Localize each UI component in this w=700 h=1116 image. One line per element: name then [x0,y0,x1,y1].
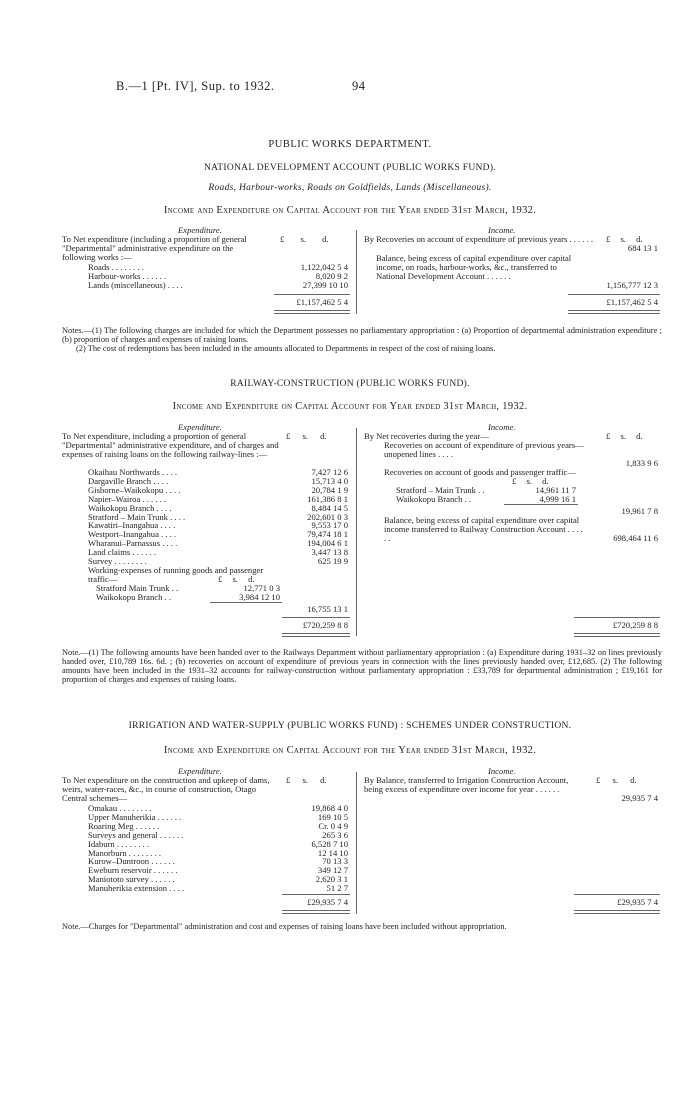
exp-row-amount: 349 12 7 [317,865,348,876]
s1-inc-total: £1,157,462 5 4 [606,297,658,307]
s2-inc-intro: By Net recoveries during the year— [364,431,489,441]
s1-title: NATIONAL DEVELOPMENT ACCOUNT (PUBLIC WORKS FUND). [204,163,496,173]
s2-working-col: £ s. d. [218,574,255,584]
exp-row-label: Maniototo survey . . . . . . [88,874,175,885]
exp-row-amount: 3,447 13 8 [311,547,348,558]
exp-row-label: Idaburn . . . . . . . . [88,838,150,849]
s2-inc-sub-label: Waikokopu Branch . . [396,494,471,504]
s2-inc-item3: Balance, being excess of capital expenditure over capital income transferred to Railway Construction Account . . . . . . [384,515,583,544]
s1-exp-amount: 1,122,042 5 4 [300,262,348,272]
s1-inc-col-head: £ s. d. [606,234,643,244]
s2-inc-col-head: £ s. d. [606,431,643,441]
s3-inc-item1: By Balance, transferred to Irrigation Construction Account, being excess of expenditure over income for year . . . . . . [364,775,569,795]
exp-row-amount: 51 2 7 [326,883,348,894]
s2-inc-sub-amount: 14,961 11 7 [535,485,576,495]
s1-expenditure-head: Expenditure. [178,225,222,235]
exp-row-amount: 2,620 3 1 [315,874,348,885]
s2-working-label: Stratford Main Trunk . . [96,583,179,593]
s3-inc-col-head: £ s. d. [596,775,637,785]
exp-row-label: Westport–Inangahua . . . . [88,529,177,540]
s3-divider [356,772,357,914]
exp-row-amount: 169 10 5 [317,811,348,822]
s1-exp-label: Harbour-works . . . . . . [88,271,167,281]
s3-exp-intro: To Net expenditure on the construction and upkeep of dams, weirs, water-races, &c., in course of construction, Otago Central schemes— [62,775,270,804]
s2-inc-sub-total: 19,961 7 8 [621,506,658,516]
exp-row-amount: 12 14 10 [317,847,348,858]
s1-inc-item1: By Recoveries on account of expenditure of previous years . . . . . . [364,234,594,244]
s1-exp-label: Lands (miscellaneous) . . . . [88,280,183,290]
s1-exp-amount: 27,399 10 10 [302,280,348,290]
exp-row-amount: 202,601 0 3 [307,511,348,522]
s3-inc-rule [574,894,660,895]
s2-working-amount: 3,984 12 10 [239,592,280,602]
exp-row-amount: 20,784 1 9 [311,484,348,495]
s1-exp-intro: To Net expenditure (including a proportion of general "Departmental" administrative expenditure on the following works :— [62,234,247,263]
s3-exp-rule [282,894,350,895]
exp-row-label: Waikokopu Branch . . . . [88,502,172,513]
s3-inc-item1-amount: 29,935 7 4 [621,793,658,803]
exp-row-label: Napier–Wairoa . . . . . . [88,493,167,504]
s2-inc-sub-col: £ s. d. [512,476,549,486]
s1-inc-item2-amount: 1,156,777 12 3 [606,280,658,290]
department-title: PUBLIC WORKS DEPARTMENT. [268,139,432,150]
s2-exp-col-head: £ s. d. [286,431,327,441]
s2-inc-sub-rule [504,504,578,505]
s1-inc-item2: Balance, being excess of capital expenditure over capital income, on roads, harbour-works, &c., transferred to National Development Account . . . . . . [376,253,572,282]
exp-row-label: Kurow–Duntroon . . . . . . [88,856,175,867]
exp-row-amount: 7,427 12 6 [311,467,348,477]
s3-income-head: Income. [488,766,516,776]
exp-row-label: Omakau . . . . . . . . [88,803,152,813]
exp-row-label: Gisborne–Waikokopu . . . . [88,484,181,495]
s1-exp-label: Roads . . . . . . . . [88,262,144,272]
s1-exp-total: £1,157,462 5 4 [296,297,348,307]
exp-row-label: Manuherikia extension . . . . [88,883,185,894]
s2-inc-item1: Recoveries on account of expenditure of previous years—unopened lines . . . . [384,440,584,460]
s3-heading: Income and Expenditure on Capital Account for the Year ended 31st March, 1932. [163,745,537,756]
exp-row-label: Manorburn . . . . . . . . [88,847,162,858]
s3-exp-col-head: £ s. d. [286,775,327,785]
exp-row-label: Kawatiri–Inangahua . . . . [88,520,176,531]
exp-row-amount: 19,868 4 0 [311,803,348,813]
s1-notes-2: (2) The cost of redemptions has been included in the amounts allocated to Departments in respect of the cost of raising loans. [76,344,496,353]
s1-exp-rule [274,294,350,295]
page-reference: B.—1 [Pt. IV], Sup. to 1932. [116,79,275,93]
s1-exp-double-rule [274,310,350,314]
s2-inc-sub-amount: 4,999 16 1 [539,494,576,504]
exp-row-amount: 265 3 6 [322,829,348,840]
exp-row-label: Okaihau Northwards . . . . [88,467,178,477]
exp-row-label: Wharanui–Parnassus . . . . [88,538,178,549]
s1-divider [356,230,357,314]
s3-title: IRRIGATION AND WATER-SUPPLY (PUBLIC WORKS FUND) : SCHEMES UNDER CONSTRUCTION. [128,721,572,731]
s3-exp-double-rule [282,910,350,914]
s2-inc-double-rule [574,633,660,637]
s2-working-amount: 12,771 0 3 [243,583,280,593]
s1-exp-amount: 8,020 9 2 [315,271,348,281]
s2-title: RAILWAY-CONSTRUCTION (PUBLIC WORKS FUND). [230,379,470,389]
s2-working-label: Waikokopu Branch . . [96,592,171,602]
exp-row-label: Upper Manuherikia . . . . . . [88,811,182,822]
s1-inc-item1-amount: 684 13 1 [627,243,658,253]
exp-row-amount: 625 19 9 [317,556,348,566]
page-number: 94 [352,79,366,93]
exp-row-label: Dargaville Branch . . . . [88,475,169,486]
s2-expenditure-head: Expenditure. [178,422,222,432]
s1-heading: Income and Expenditure on Capital Account for the Year ended 31st March, 1932. [163,205,537,216]
exp-row-label: Stratford – Main Trunk . . . . [88,511,186,522]
exp-row-amount: 161,386 8 1 [307,493,348,504]
exp-row-amount: 6,528 7 10 [311,838,348,849]
exp-row-amount: 9,553 17 0 [311,520,348,531]
s2-inc-sub-label: Stratford – Main Trunk . . [396,485,485,495]
s2-inc-item2: Recoveries on account of goods and passenger traffic— [384,467,576,477]
exp-row-label: Surveys and general . . . . . . [88,829,184,840]
s3-exp-total: £29,935 7 4 [307,897,348,907]
s2-inc-rule [574,617,660,618]
s2-income-head: Income. [488,422,516,432]
s1-notes-1: Notes.—(1) The following charges are included for which the Department possesses no parliamentary appropriation : (a) Proportion of departmental administration expenditure ; (b) proportion of charges and expenses of raising loans. [62,326,662,345]
s2-inc-total: £720,259 8 8 [612,620,658,630]
exp-row-amount: 15,713 4 0 [311,475,348,486]
s2-inc-item3-amount: 698,464 11 6 [613,533,658,543]
exp-row-amount: 70 13 3 [322,856,348,867]
s1-inc-rule [568,294,660,295]
s2-note: Note.—(1) The following amounts have been handed over to the Railways Department without parliamentary appropriation : (a) Expenditure during 1931–32 on lines previously handed over, £10,789 16s. 6d. ; (b) recoveries on account of expenditure of previous years in connection with the lines previously handed over, £12,685. (2) The following amounts have been included in the 1931–32 accounts for railway-construction without parliamentary appropriation : £33,789 for departmental administration ; £19,161 for proportion of charges and expenses of raising loans. [62,648,662,685]
exp-row-label: Roaring Meg . . . . . . [88,820,160,831]
exp-row-label: Eweburn reservoir . . . . . . [88,865,178,876]
s3-expenditure-head: Expenditure. [178,766,222,776]
exp-row-label: Land claims . . . . . . [88,547,157,558]
s3-inc-double-rule [574,910,660,914]
exp-row-amount: 194,004 6 1 [307,538,348,549]
s2-exp-rule [282,617,350,618]
s3-note: Note.—Charges for "Departmental" administration and cost and expenses of raising loans have been included without appropriation. [62,922,507,931]
s2-inc-item1-amount: 1,833 9 6 [625,458,658,468]
exp-row-amount: 8,484 14 5 [311,502,348,513]
s1-exp-col-head: £ s. d. [280,234,329,244]
exp-row-amount: Cr. 0 4 9 [318,820,348,831]
s2-working-intro: Working-expenses of running goods and passenger traffic— [88,565,264,585]
s3-inc-total: £29,935 7 4 [617,897,658,907]
s1-inc-double-rule [568,310,660,314]
s2-exp-intro: To Net expenditure, including a proportion of general "Departmental" administrative expenditure, and of charges and expenses of raising loans on the following railway-lines :— [62,431,279,460]
s1-subtitle: Roads, Harbour-works, Roads on Goldfields, Lands (Miscellaneous). [208,183,492,193]
s1-income-head: Income. [488,225,516,235]
s2-exp-total: £720,259 8 8 [302,620,348,630]
s2-heading: Income and Expenditure on Capital Account for Year ended 31st March, 1932. [172,401,528,412]
s2-divider [356,428,357,636]
exp-row-amount: 79,474 18 1 [307,529,348,540]
exp-row-label: Survey . . . . . . . . [88,556,147,566]
s2-working-rule [210,602,282,603]
s2-exp-double-rule [282,633,350,637]
s2-working-total: 16,755 13 1 [307,604,348,614]
